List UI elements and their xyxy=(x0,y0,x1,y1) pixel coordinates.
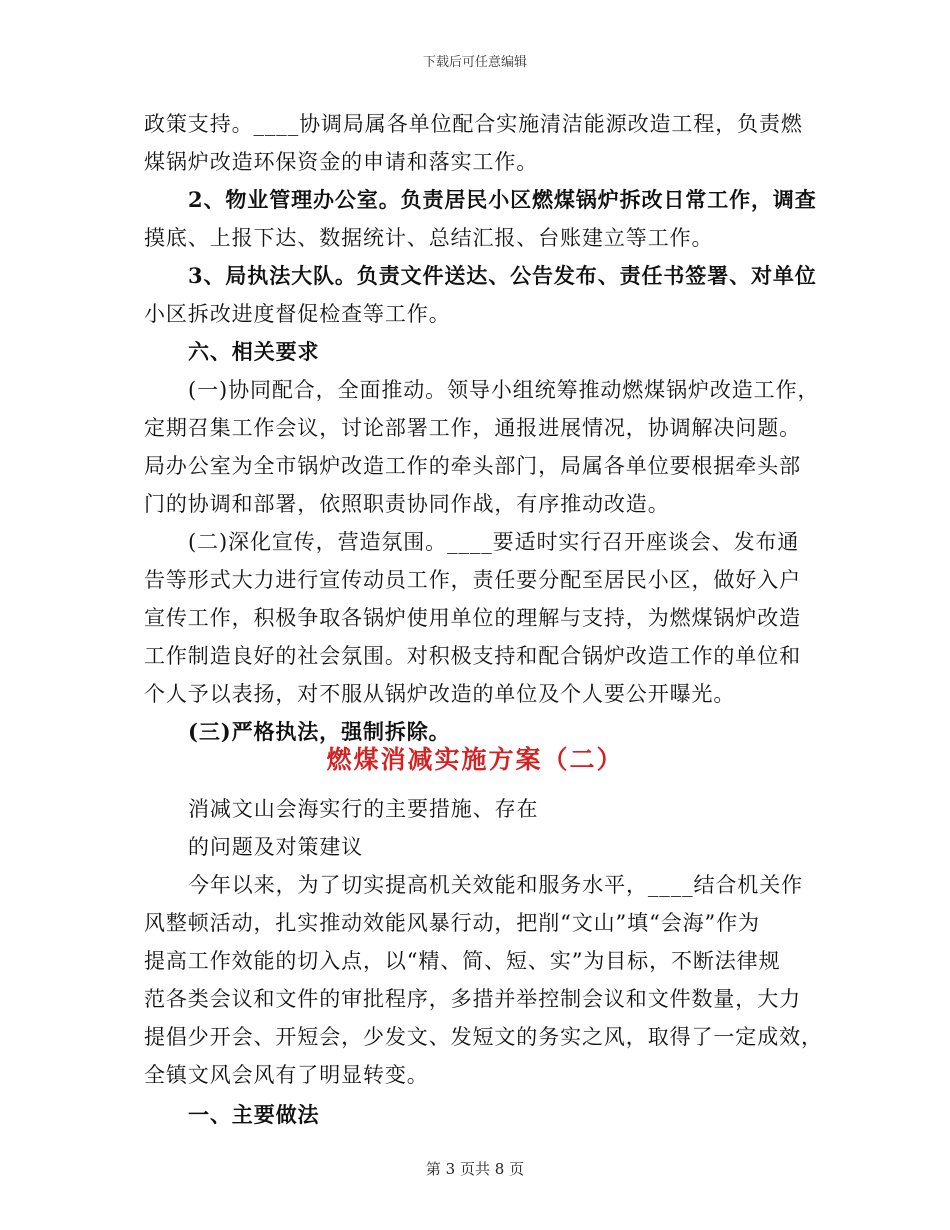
body-line: 局办公室为全市锅炉改造工作的牵头部门，局属各单位要根据牵头部 xyxy=(144,454,801,478)
body-line: 告等形式大力进行宣传动员工作，责任要分配至居民小区，做好入户 xyxy=(144,568,801,592)
body-line: 政策支持。____协调局属各单位配合实施清洁能源改造工程，负责燃 xyxy=(144,112,803,136)
page-header: 下载后可任意编辑 xyxy=(422,55,527,70)
body-line: (一)协同配合，全面推动。领导小组统筹推动燃煤锅炉改造工作， xyxy=(188,378,820,402)
body-line: 今年以来，为了切实提高机关效能和服务水平，____结合机关作 xyxy=(188,873,803,897)
section-heading: 一、主要做法 xyxy=(188,1102,320,1127)
body-line: 风整顿活动，扎实推动效能风暴行动，把削“文山”填“会海”作为 xyxy=(144,911,760,935)
body-line: 提倡少开会、开短会，少发文、发短文的务实之风，取得了一定成效， xyxy=(144,1025,823,1049)
body-line: 煤锅炉改造环保资金的申请和落实工作。 xyxy=(144,150,539,174)
body-line: 小区拆改进度督促检查等工作。 xyxy=(144,302,451,326)
body-line: 宣传工作，积极争取各锅炉使用单位的理解与支持，为燃煤锅炉改造 xyxy=(144,606,801,630)
section-title: 燃煤消减实施方案（二） xyxy=(326,745,624,774)
body-line: (三)严格执法，强制拆除。 xyxy=(188,719,451,744)
body-line: 2、物业管理办公室。负责居民小区燃煤锅炉拆改日常工作，调查 xyxy=(188,187,817,212)
body-line: 定期召集工作会议，讨论部署工作，通报进展情况，协调解决问题。 xyxy=(144,416,801,440)
body-line: 全镇文风会风有了明显转变。 xyxy=(144,1063,429,1087)
body-line: 的问题及对策建议 xyxy=(188,835,364,859)
page-footer: 第 3 页共 8 页 xyxy=(425,1160,525,1178)
section-heading: 六、相关要求 xyxy=(188,339,320,364)
body-line: 个人予以表扬，对不服从锅炉改造的单位及个人要公开曝光。 xyxy=(144,682,736,706)
body-line: 摸底、上报下达、数据统计、总结汇报、台账建立等工作。 xyxy=(144,226,714,250)
body-line: 工作制造良好的社会氛围。对积极支持和配合锅炉改造工作的单位和 xyxy=(144,644,801,668)
body-line: 消减文山会海实行的主要措施、存在 xyxy=(188,797,539,821)
body-line: 3、局执法大队。负责文件送达、公告发布、责任书签署、对单位 xyxy=(188,263,817,288)
body-line: 范各类会议和文件的审批程序，多措并举控制会议和文件数量，大力 xyxy=(144,987,801,1011)
body-line: (二)深化宣传，营造氛围。____要适时实行召开座谈会、发布通 xyxy=(188,530,800,554)
body-line: 门的协调和部署，依照职责协同作战，有序推动改造。 xyxy=(144,492,670,516)
body-line: 提高工作效能的切入点，以“精、简、短、实”为目标，不断法律规 xyxy=(144,949,781,973)
